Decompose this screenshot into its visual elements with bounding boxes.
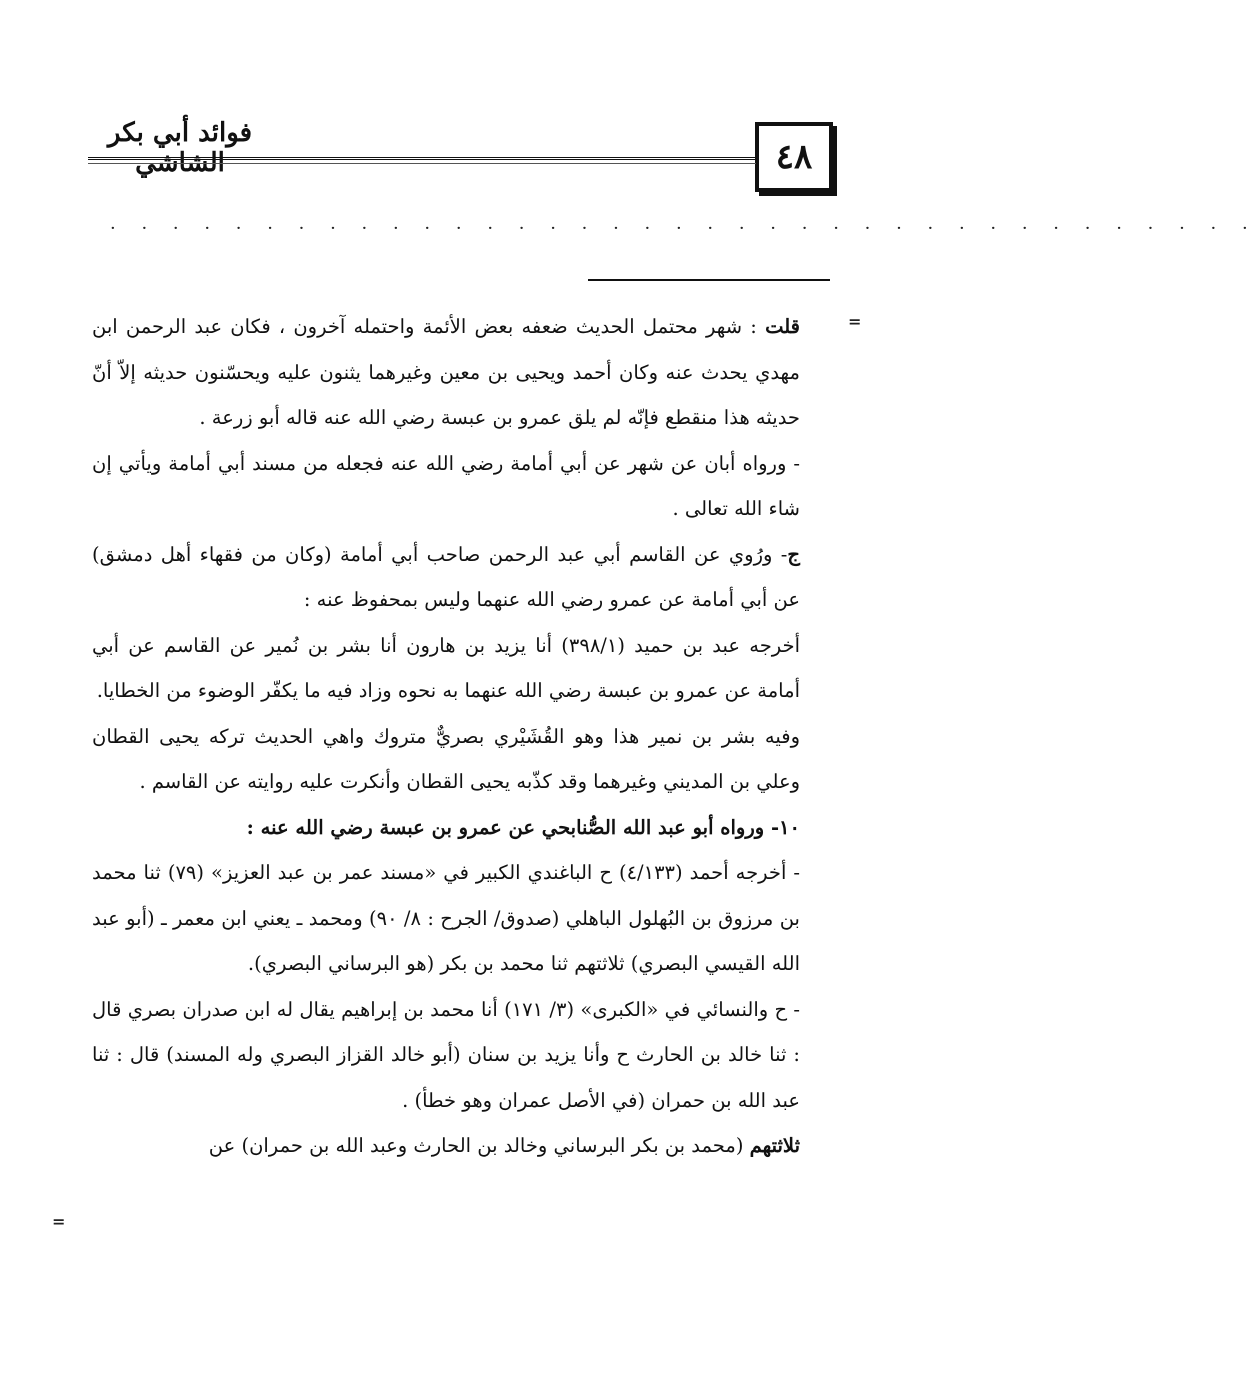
header-rule xyxy=(88,157,756,160)
paragraph-lead: ١٠- ورواه أبو عبد الله الصُّنابحي عن عمرو بن عبسة رضي الله عنه : xyxy=(246,815,800,839)
paragraph-lead: ج xyxy=(787,542,800,566)
paragraph-text: - أخرجه أحمد (٤/١٣٣) ح الباغندي الكبير في «مسند عمر بن عبد العزيز» (٧٩) ثنا محمد بن مرزوق بن البُهلول الباهلي (صدوق/ الجرح : ٨/ ٩٠) ومحمد ـ يعني ابن معمر ـ (أبو عبد الله القيسي البصري) ثلاثتهم ثنا محمد بن بكر (هو البرساني البصري). xyxy=(92,861,800,975)
paragraph-text: وفيه بشر بن نمير هذا وهو القُشَيْري بصريٌّ متروك واهي الحديث تركه يحيى القطان وعلي بن المديني وغيرهما وقد كذّبه يحيى القطان وأنكرت عليه روايته عن القاسم . xyxy=(92,724,800,793)
paragraph-text: (محمد بن بكر البرساني وخالد بن الحارث وعبد الله بن حمران) عن xyxy=(208,1134,750,1157)
paragraph-3 xyxy=(92,532,800,623)
paragraph-8 xyxy=(92,987,800,1124)
paragraph-text: : شهر محتمل الحديث ضعفه بعض الأئمة واحتمله آخرون ، فكان عبد الرحمن ابن مهدي يحدث عنه وكان أحمد ويحيى بن معين وغيرهما يثنون عليه ويحسّنون حديثه إلاّ أنّ حديثه هذا منقطع فإنّه لم يلق عمرو بن عبسة رضي الله عنه قاله أبو زرعة . xyxy=(92,315,800,429)
body-text xyxy=(92,304,800,1169)
margin-mark-top: = xyxy=(848,312,862,331)
page-number: ٤٨ xyxy=(775,137,813,177)
paragraph-5 xyxy=(92,714,800,805)
section-rule xyxy=(588,279,830,281)
paragraph-6 xyxy=(92,805,800,851)
header-rule-thin xyxy=(88,163,756,164)
book-title: فوائد أبي بكر الشاشي xyxy=(107,118,253,178)
paragraph-2 xyxy=(92,441,800,532)
paragraph-lead: ثلاثتهم xyxy=(749,1134,800,1157)
paragraph-1 xyxy=(92,304,800,441)
page-number-box xyxy=(755,122,833,192)
paragraph-text: - ح والنسائي في «الكبرى» (٣/ ١٧١) أنا محمد بن إبراهيم يقال له ابن صدران بصري قال : ثنا خالد بن الحارث ح وأنا يزيد بن سنان (أبو خالد القزاز البصري وله المسند) قال : ثنا عبد الله بن حمران (في الأصل عمران وهو خطأ) . xyxy=(92,997,800,1112)
paragraph-text: - ورواه أبان عن شهر عن أبي أمامة رضي الله عنه فجعله من مسند أبي أمامة ويأتي إن شاء الله تعالى . xyxy=(92,451,800,520)
paragraph-text: أخرجه عبد بن حميد (٣٩٨/١) أنا يزيد بن هارون أنا بشر بن نُمير عن القاسم عن أبي أمامة عن عمرو بن عبسة رضي الله عنهما به نحوه وزاد فيه ما يكفّر الوضوء من الخطايا. xyxy=(92,633,800,702)
paragraph-lead: قلت xyxy=(765,315,800,338)
dotted-separator: · · · · · · · · · · · · · · · · · · · · · · · · · · · · · · · · · · · · · xyxy=(110,218,1258,239)
paragraph-7 xyxy=(92,850,800,987)
paragraph-text: - ورُوي عن القاسم أبي عبد الرحمن صاحب أبي أمامة (وكان من فقهاء أهل دمشق) عن أبي أمامة عن عمرو رضي الله عنهما وليس بمحفوظ عنه : xyxy=(92,542,800,611)
paragraph-9 xyxy=(92,1123,800,1169)
margin-mark-bottom: = xyxy=(52,1212,66,1231)
paragraph-4 xyxy=(92,623,800,714)
